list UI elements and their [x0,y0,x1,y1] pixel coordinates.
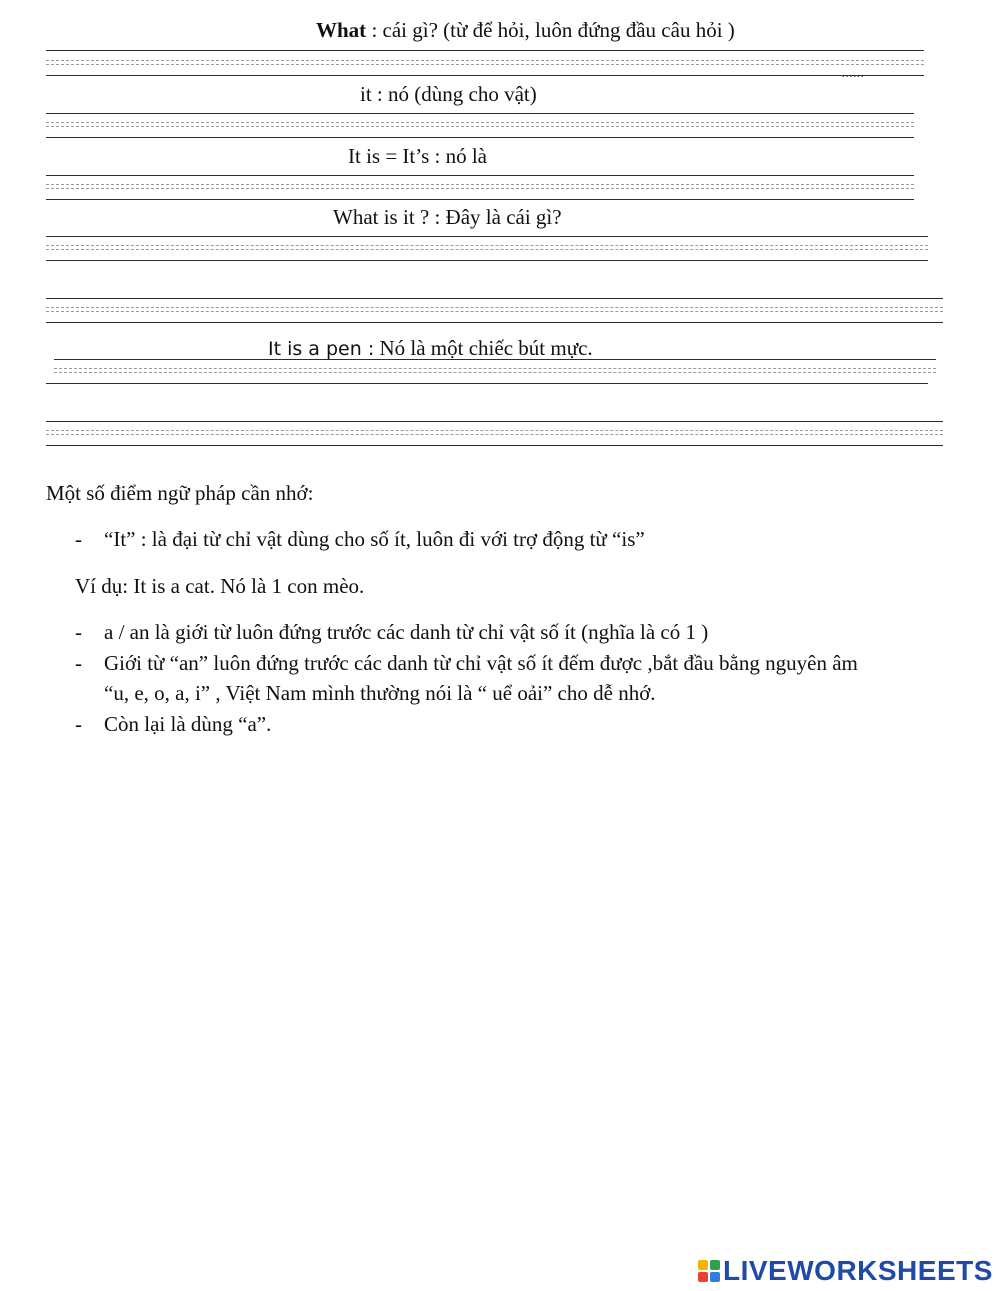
ruled-line-dashed [46,245,928,246]
margin-dots: ...... [842,68,865,80]
ruled-line [46,421,943,422]
logo-block [710,1260,720,1270]
logo-blocks-icon [698,1260,720,1282]
ruled-line-dashed [46,430,943,431]
bullet-dash: - [75,712,82,736]
ruled-line-dashed [46,434,943,435]
ruled-line [46,260,928,261]
ruled-line [46,236,928,237]
example-translation: Nó là một chiếc bút mực. [374,336,593,360]
ruled-line-dashed [46,307,943,308]
bullet-dash: - [75,620,82,644]
ruled-line-dashed [46,188,914,189]
logo-block [710,1272,720,1282]
vocab-line-what [316,20,735,41]
logo-block [698,1272,708,1282]
vocab-line-what-is-it: What is it ? : Đây là cái gì? [333,205,562,229]
grammar-example: Ví dụ: It is a cat. Nó là 1 con mèo. [75,574,365,598]
ruled-line [46,137,914,138]
ruled-line-dashed [54,372,936,373]
logo-text: LIVEWORKSHEETS [723,1255,993,1286]
ruled-line [46,113,914,114]
grammar-point-an-line1: Giới từ “an” luôn đứng trước các danh từ chỉ vật số ít đếm được ,bắt đầu bằng nguyên âm [104,651,858,675]
liveworksheets-logo [698,1256,993,1286]
grammar-heading: Một số điểm ngữ pháp cần nhớ: [46,481,314,505]
ruled-line-dashed [46,122,914,123]
ruled-line [46,50,924,51]
ruled-line-dashed [46,64,924,65]
ruled-line-dashed [46,60,924,61]
ruled-line-dashed [54,368,936,369]
ruled-line [46,75,924,76]
ruled-line-dashed [46,126,914,127]
vocab-term: What [316,18,367,42]
ruled-line-dashed [46,184,914,185]
grammar-point-an-line2: “u, e, o, a, i” , Việt Nam mình thường nói là “ uể oải” cho dễ nhớ. [104,681,656,705]
ruled-line-dashed [46,249,928,250]
ruled-line [46,445,943,446]
ruled-line [46,322,943,323]
bullet-dash: - [75,527,82,551]
logo-block [698,1260,708,1270]
ruled-line [46,175,914,176]
grammar-point-it: “It” : là đại từ chỉ vật dùng cho số ít, luôn đi với trợ động từ “is” [104,527,645,551]
bullet-dash: - [75,651,82,675]
vocab-line-it-is-a-pen [268,338,593,359]
grammar-point-a: Còn lại là dùng “a”. [104,712,272,736]
vocab-meaning: : cái gì? (từ để hỏi, luôn đứng đầu câu hỏi ) [366,18,735,42]
vocab-line-it-is: It is = It’s : nó là [348,144,488,168]
example-sentence: It is a pen : [268,338,375,360]
vocab-line-it: it : nó (dùng cho vật) [360,82,537,106]
ruled-line [46,199,914,200]
ruled-line [46,298,943,299]
grammar-point-a-an: a / an là giới từ luôn đứng trước các danh từ chỉ vật số ít (nghĩa là có 1 ) [104,620,709,644]
ruled-line-dashed [46,311,943,312]
ruled-line [46,383,928,384]
